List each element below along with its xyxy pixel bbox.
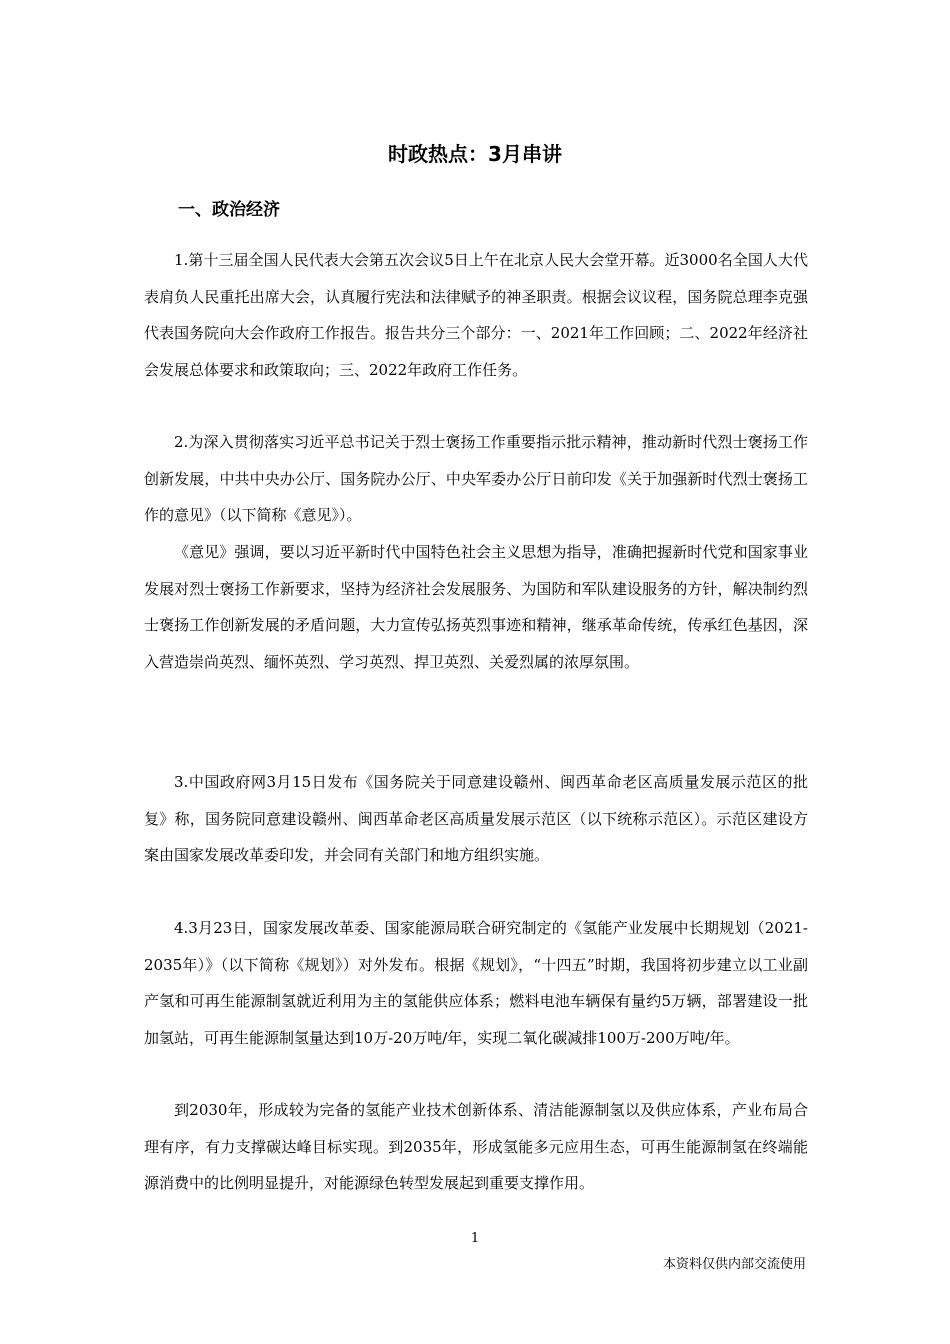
page-title: 时政热点：3月串讲 <box>388 142 562 166</box>
footer-note: 本资料仅供内部交流使用 <box>662 1257 806 1272</box>
paragraph-hydrogen-2030-2035: 到2030年，形成较为完备的氢能产业技术创新体系、清洁能源制氢以及供应体系，产业布局合理有序，有力支撑碳达峰目标实现。到2035年，形成氢能多元应用生态，可再生能源制氢在终端能源消费中的比例明显提升，对能源绿色转型发展起到重要支撑作用。 <box>144 1101 808 1192</box>
section-heading-politics-economy: 一、政治经济 <box>178 200 280 220</box>
paragraph-npc-session: 1.第十三届全国人民代表大会第五次会议5日上午在北京人民大会堂开幕。近3000名全国人大代表肩负人民重托出席大会，认真履行宪法和法律赋予的神圣职责。根据会议议程，国务院总理李克强代表国务院向大会作政府工作报告。报告共分三个部分：一、2021年工作回顾；二、2022年经济社会发展总体要求和政策取向；三、2022年政府工作任务。 <box>144 251 808 379</box>
paragraph-opinion-emphasis: 《意见》强调，要以习近平新时代中国特色社会主义思想为指导，准确把握新时代党和国家事业发展对烈士褒扬工作新要求，坚持为经济社会发展服务、为国防和军队建设服务的方针，解决制约烈士褒扬工作创新发展的矛盾问题，大力宣传弘扬英烈事迹和精神，继承革命传统，传承红色基因，深入营造崇尚英烈、缅怀英烈、学习英烈、捍卫英烈、关爱烈属的浓厚氛围。 <box>144 543 808 671</box>
paragraph-martyrs-opinion: 2.为深入贯彻落实习近平总书记关于烈士褒扬工作重要指示批示精神，推动新时代烈士褒扬工作创新发展，中共中央办公厅、国务院办公厅、中央军委办公厅日前印发《关于加强新时代烈士褒扬工作的意见》（以下简称《意见》）。 <box>144 433 808 524</box>
page-number: 1 <box>470 1231 480 1246</box>
paragraph-hydrogen-plan: 4.3月23日，国家发展改革委、国家能源局联合研究制定的《氢能产业发展中长期规划（2021-2035年）》（以下简称《规划》）对外发布。根据《规划》，“十四五”时期，我国将初步建立以工业副产氢和可再生能源制氢就近利用为主的氢能供应体系；燃料电池车辆保有量约5万辆，部署建设一批加氢站，可再生能源制氢量达到10万-20万吨/年，实现二氧化碳减排100万-200万吨/年。 <box>144 919 808 1047</box>
paragraph-ganzhou-minxi-zone: 3.中国政府网3月15日发布《国务院关于同意建设赣州、闽西革命老区高质量发展示范区的批复》称，国务院同意建设赣州、闽西革命老区高质量发展示范区（以下统称示范区）。示范区建设方案由国家发展改革委印发，并会同有关部门和地方组织实施。 <box>144 773 808 864</box>
